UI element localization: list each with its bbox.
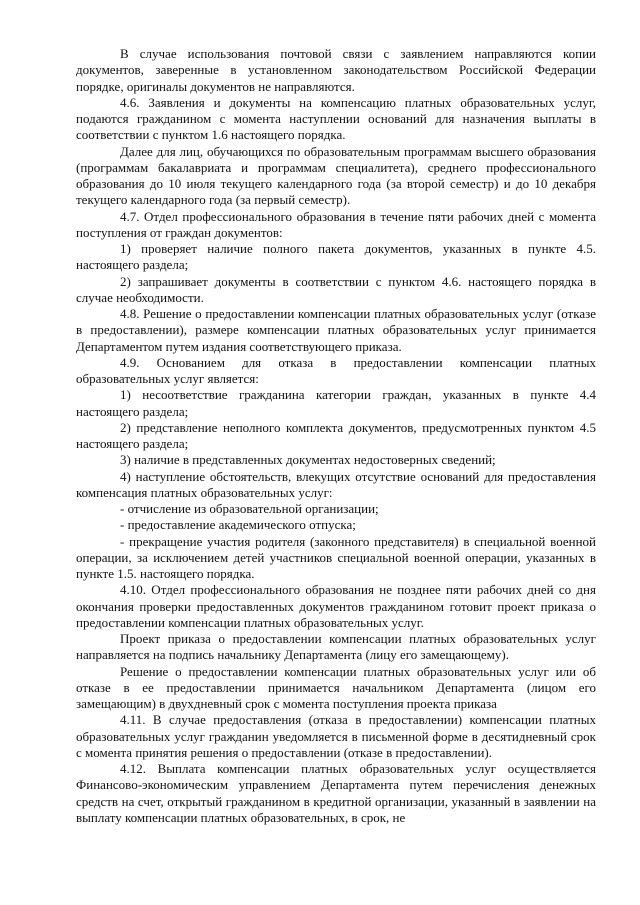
paragraph-4-7-item-1: 1) проверяет наличие полного пакета документов, указанных в пункте 4.5. настоящего раздела;: [76, 241, 596, 273]
paragraph-dash-expulsion: - отчисление из образовательной организации;: [120, 501, 379, 516]
paragraph-4-9-item-4: 4) наступление обстоятельств, влекущих отсутствие оснований для предоставления компенсация платных образовательных услуг:: [76, 468, 596, 500]
paragraph-4-10: 4.10. Отдел профессионального образования не позднее пяти рабочих дней со дня окончания проверки предоставленных документов гражданином готовит проект приказа о предоставлении компенсации платных образовательных услуг.: [76, 582, 596, 630]
paragraph-4-9-item-1: 1) несоответствие гражданина категории граждан, указанных в пункте 4.4 настоящего раздела;: [76, 387, 596, 419]
paragraph-4-8: 4.8. Решение о предоставлении компенсации платных образовательных услуг (отказе в предоставлении), размере компенсации платных образовательных услуг принимается Департаментом путем издания соответствующего приказа.: [76, 306, 596, 354]
paragraph-4-7: 4.7. Отдел профессионального образования в течение пяти рабочих дней с момента поступления от граждан документов:: [76, 208, 596, 240]
paragraph-postal-copies: В случае использования почтовой связи с заявлением направляются копии документов, заверенные в установленном законодательством Российской Федерации порядке, оригиналы документов не направляются.: [76, 46, 596, 94]
paragraph-4-9: 4.9. Основанием для отказа в предоставлении компенсации платных образовательных услуг является:: [76, 354, 596, 386]
paragraph-4-12: 4.12. Выплата компенсации платных образовательных услуг осуществляется Финансово-экономическим управлением Департамента путем перечисления денежных средств на счет, открытый гражданином в кредитной организации, указанный в заявлении на выплату компенсации платных образовательных, в срок, не: [76, 761, 596, 825]
paragraph-4-11: 4.11. В случае предоставления (отказа в предоставлении) компенсации платных образовательных услуг гражданин уведомляется в письменной форме в десятидневный срок с момента принятия решения о предоставлении (отказе в предоставлении).: [76, 712, 596, 760]
paragraph-4-9-item-3: 3) наличие в представленных документах недостоверных сведений;: [120, 452, 496, 468]
paragraph-decision: Решение о предоставлении компенсации платных образовательных услуг или об отказе в ее предоставлении принимается начальником Департамента (лицом его замещающим) в двухдневный срок с момента поступления проекта приказа: [76, 663, 596, 711]
paragraph-dash-svo: - прекращение участия родителя (законного представителя) в специальной военной операции, за исключением детей участников специальной военной операции, указанных в пункте 1.5. настоящего порядка.: [76, 533, 596, 581]
paragraph-4-9-item-2: 2) представление неполного комплекта документов, предусмотренных пунктом 4.5 настоящего раздела;: [76, 419, 596, 451]
document-page: [76, 46, 596, 826]
paragraph-draft-order: Проект приказа о предоставлении компенсации платных образовательных услуг направляется на подпись начальнику Департамента (лицу его замещающему).: [76, 631, 596, 663]
paragraph-deadlines: Далее для лиц, обучающихся по образовательным программам высшего образования (программам бакалавриата и программам специалитета), среднего профессионального образования до 10 июля текущего календарного года (за второй семестр) и до 10 декабря текущего календарного года (за первый семестр).: [76, 143, 596, 208]
paragraph-4-7-item-2: 2) запрашивает документы в соответствии с пунктом 4.6. настоящего порядка в случае необходимости.: [76, 273, 596, 305]
paragraph-4-6: 4.6. Заявления и документы на компенсацию платных образовательных услуг, подаются гражданином с момента наступлении оснований для назначения выплаты в соответствии с пунктом 1.6 настоящего порядка.: [76, 94, 596, 143]
paragraph-dash-academic-leave: - предоставление академического отпуска;: [120, 517, 356, 533]
